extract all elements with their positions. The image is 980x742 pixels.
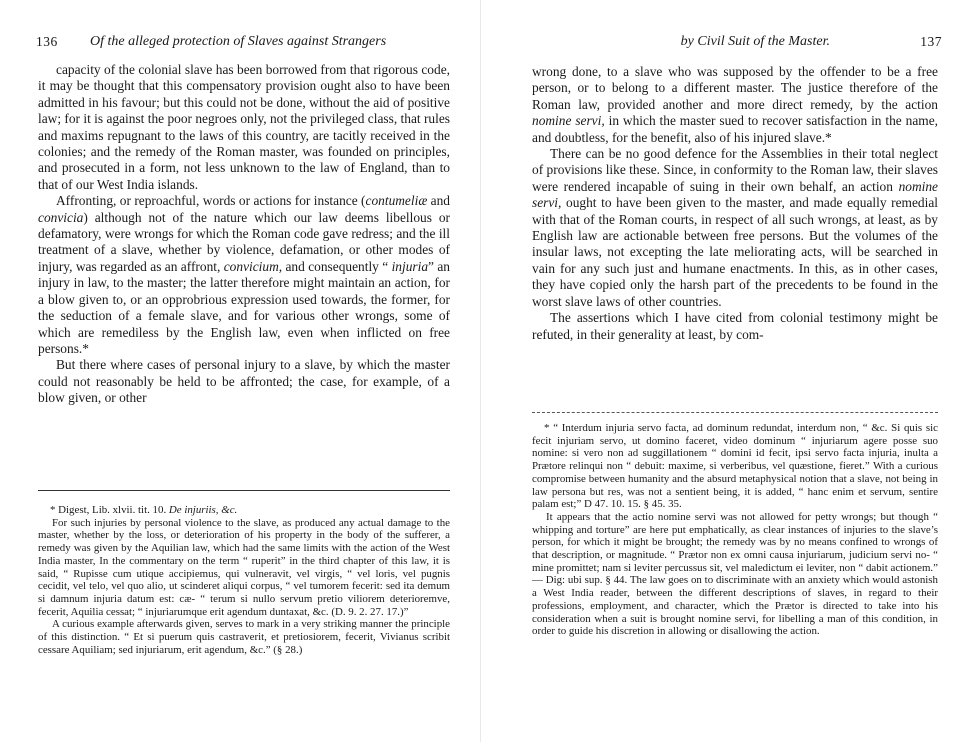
footnote-paragraph: A curious example afterwards given, serves to mark in a very striking manner the principle of this distinction. “ Et si puerum quis castraverit, et pretiosiorem, fecerit, Vivianus scribit cessare Aquiliam; sed injuriarum, erit agendum, &c.” (§ 28.)	[38, 618, 450, 656]
footnote-divider	[532, 412, 938, 413]
left-page-header	[0, 34, 460, 54]
footnote-reference: * Digest, Lib. xlvii. tit. 10. De injuriis, &c.	[50, 504, 238, 516]
paragraph: Affronting, or reproachful, words or actions for instance (contumeliæ and convicia) although not of the nature which our law deems libellous or defamatory, were wrongs for which the Roman code gave redress; and the ill treatment of a slave, whether by violence, defamation, or other modes of injury, was regarded as an affront, convicium, and consequently “ injuria” an injury in law, to the master; the latter therefore might maintain an action, for a blow given to, or an opprobrious expression used towards, the former, for the seduction of a female slave, and for various other wrongs, some of which are remediless by the English law, even when inflicted on free persons.*	[38, 193, 450, 356]
left-page	[0, 0, 460, 742]
page-number: 136	[36, 34, 58, 49]
footnote-paragraph: It appears that the actio nomine servi was not allowed for petty wrongs; but though “ whipping and torture” are here put emphatically, as clear instances of injuries to the slave’s person, for which it might be brought; the remedy was by no means confined to wrongs of that description, or magnitude. “ Prætor non ex omni causa injuriarum, judicium servi no- “ mine promittet; nam si leviter percussus sit, vel maledictum ei leviter, non “ dabit actionem.” — Dig: ubi sup. § 44. The law goes on to discriminate with an anxiety which would astonish a West India reader, between the different descriptions of slaves, in regard to their professions, employment, and character, which the Prætor is directed to take into his consideration when a suit is brought nomine servi, for libelling a man of this condition, in order to guide his discretion in allowing or disallowing the action.	[532, 510, 938, 638]
footnote-divider	[38, 490, 450, 491]
right-page-header	[500, 34, 960, 54]
paragraph: There can be no good defence for the Assemblies in their total neglect of provisions like these. Since, in conformity to the Roman law, their slaves were rendered incapable of suing in their own behalf, an action nomine servi, ought to have been given to the master, and made equally remedial with that of the Roman courts, in respect of all such wrongs, at least, as by English law are actionable between free persons. But the volumes of the insular laws, not excepting the late meliorating acts, will be searched in vain for any such just and humane enactments. In this, as in other cases, they have copied only the harsh part of the precedents to be found in the worst slave laws of other countries.	[532, 146, 938, 309]
paragraph: capacity of the colonial slave has been borrowed from that rigorous code, it may be thought that this compensatory provision ought also to have been admitted in his favour; but this could not be done, without the aid of positive law; for it is against the poor negroes only, not the privileged class, that rules and maxims repugnant to the laws of this country, are tacitly received in the colonies; and the remedy of the Roman master, was founded on principles, and prosecuted in a form, not less unknown to the law of England, than to that of our West India islands.	[38, 62, 450, 192]
main-text	[532, 64, 938, 343]
running-title: by Civil Suit of the Master.	[680, 34, 830, 49]
footnotes	[532, 422, 938, 638]
binding-gutter	[480, 0, 481, 742]
paragraph: wrong done, to a slave who was supposed by the offender to be a free person, or to belong to a different master. The justice therefore of the Roman law, provided another and more direct remedy, by the action nomine servi, in which the master sued to recover satisfaction in the name, and doubtless, for the benefit, also of his injured slave.*	[532, 64, 938, 145]
right-page	[500, 0, 960, 742]
running-title: Of the alleged protection of Slaves against Strangers	[90, 34, 387, 49]
main-text	[38, 62, 450, 407]
page-number: 137	[920, 34, 942, 49]
footnote-paragraph: For such injuries by personal violence to the slave, as produced any actual damage to the master, whether by the loss, or deterioration of his property in the body of the sufferer, a remedy was given by the Aquilian law, which had the same limits with the action of the West India master, In the commentary on the term “ ruperit” in the third chapter of this law, it is said, “ Rupisse cum utique accipiemus, qui vulneravit, vel virgis, “ vel loris, vel pugnis cecidit, vel telo, vel quo alio, ut scinderet aliqui corpus, “ vel tumorem fecerit: sed ita demum si damnum injuria datum est: cæ- “ terum si nullo servum pretio viliorem deterioremve, fecerit, Aquilia cessat; “ injuriarumque erit agendum duntaxat, &c. (D. 9. 2. 27. 17.)”	[38, 516, 450, 618]
paragraph: But there where cases of personal injury to a slave, by which the master could not reasonably be held to be affronted; the case, for example, of a blow given, or other	[38, 357, 450, 406]
footnotes	[38, 504, 450, 656]
footnote-paragraph: * “ Interdum injuria servo facta, ad dominum redundat, interdum non, “ &c. Si quis sic fecit injuriam servo, ut domino faceret, video dominum “ injuriarum agere posse suo nomine: si vero non ad suggillationem “ domini id fecit, ipsi servo facta injuria, inulta a Prætore relinqui non “ debuit: maxime, si verberibus, vel quæstione, fieret.” With a curious compromise between humanity and the absurd metaphysical notion that a slave, not being in law persona but res, was not a sentient being, it is added, “ hanc enim et servum, sentire palam est;” D 47. 10. 15. § 45. 35.	[532, 422, 938, 511]
paragraph: The assertions which I have cited from colonial testimony might be refuted, in their generality at least, by com-	[532, 310, 938, 342]
